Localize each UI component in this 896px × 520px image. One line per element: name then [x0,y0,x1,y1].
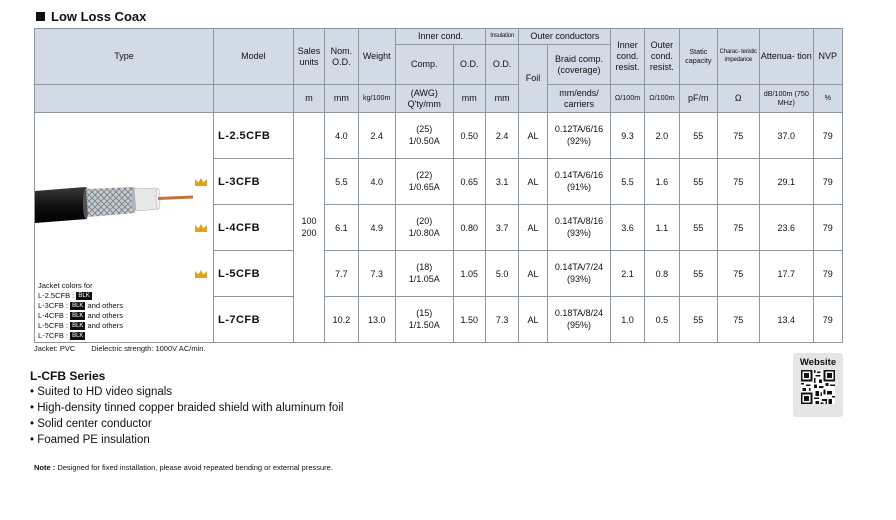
od-cell: 1.50 [453,297,485,343]
weight-cell: 13.0 [358,297,395,343]
foil-cell: AL [519,205,547,251]
unit-inner-resist: Ω/100m [611,85,644,113]
capacity-cell: 55 [680,113,717,159]
header-attenuation: Attenua- tion [759,29,813,85]
nom-od-cell: 5.5 [325,159,358,205]
inner-resist-cell: 9.3 [611,113,644,159]
model-cell: L-4CFB [213,205,293,251]
capacity-cell: 55 [680,297,717,343]
unit-capacity: pF/m [680,85,717,113]
header-od: O.D. [453,45,485,85]
jacket-material: Jacket: PVC [34,344,76,353]
header-nom-od: Nom. O.D. [325,29,358,85]
inner-resist-cell: 2.1 [611,251,644,297]
comp-cell: (20) 1/0.80A [395,205,453,251]
crown-icon [194,223,208,233]
header-weight: Weight [358,29,395,85]
nvp-cell: 79 [813,297,842,343]
model-cell: L-3CFB [213,159,293,205]
comp-cell: (25) 1/0.50A [395,113,453,159]
dielectric-strength: Dielectric strength: 1000V AC/min. [91,344,206,353]
header-insulation-od: O.D. [485,45,518,85]
note-text: Designed for fixed installation, please avoid repeated bending or external pressure. [55,463,333,472]
nom-od-cell: 7.7 [325,251,358,297]
nom-od-cell: 10.2 [325,297,358,343]
foil-cell: AL [519,297,547,343]
weight-cell: 4.9 [358,205,395,251]
insulation-od-cell: 5.0 [485,251,518,297]
note [34,463,333,472]
unit-insulation-od: mm [485,85,518,113]
unit-weight: kg/100m [358,85,395,113]
jacket-color-item: L-3CFB : BLK and others [38,301,123,310]
header-model: Model [213,29,293,85]
inner-resist-cell: 3.6 [611,205,644,251]
impedance-cell: 75 [717,205,759,251]
jacket-color-item: L-7CFB : BLK [38,331,84,340]
comp-cell: (15) 1/1.50A [395,297,453,343]
unit-braid: mm/ends/ carriers [547,85,611,113]
header-inner-cond: Inner cond. [395,29,485,45]
impedance-cell: 75 [717,251,759,297]
nom-od-cell: 6.1 [325,205,358,251]
model-cell: L-5CFB [213,251,293,297]
section-title-text: Low Loss Coax [51,9,147,24]
weight-cell: 7.3 [358,251,395,297]
jacket-colors [38,281,123,341]
header-outer-conductors: Outer conductors [519,29,611,45]
header-sales-units: Sales units [293,29,324,85]
outer-resist-cell: 0.8 [644,251,679,297]
coax-cable-image [35,183,215,223]
outer-resist-cell: 0.5 [644,297,679,343]
feature-list [30,384,343,448]
impedance-cell: 75 [717,297,759,343]
crown-icon [194,177,208,187]
od-cell: 0.50 [453,113,485,159]
comp-cell: (22) 1/0.65A [395,159,453,205]
nvp-cell: 79 [813,159,842,205]
crown-icon [194,269,208,279]
weight-cell: 2.4 [358,113,395,159]
weight-cell: 4.0 [358,159,395,205]
spec-table [34,28,843,343]
copper-conductor [158,196,193,201]
feature-item: • Foamed PE insulation [30,432,343,448]
jacket-color-item: L-5CFB : BLK and others [38,321,123,330]
website-qr-box[interactable] [793,353,843,417]
foil-cell: AL [519,113,547,159]
nvp-cell: 79 [813,251,842,297]
header-type: Type [35,29,214,85]
capacity-cell: 55 [680,251,717,297]
foil-cell: AL [519,251,547,297]
header-inner-resist: Inner cond. resist. [611,29,644,85]
jacket-color-item: L-2.5CFB : BLK [38,291,90,300]
insulation-od-cell: 3.1 [485,159,518,205]
outer-resist-cell: 2.0 [644,113,679,159]
insulation-od-cell: 7.3 [485,297,518,343]
inner-resist-cell: 1.0 [611,297,644,343]
model-cell: L-2.5CFB [213,113,293,159]
website-label: Website [799,357,837,368]
nom-od-cell: 4.0 [325,113,358,159]
jacket-colors-title: Jacket colors for [38,281,93,290]
unit-nvp: % [813,85,842,113]
unit-type [35,85,214,113]
attenuation-cell: 23.6 [759,205,813,251]
comp-cell: (18) 1/1.05A [395,251,453,297]
braid-cell: 0.12TA/6/16 (92%) [547,113,611,159]
feature-item: • Solid center conductor [30,416,343,432]
header-impedance: Charac- teristic impedance [717,29,759,85]
insulation-od-cell: 2.4 [485,113,518,159]
jacket-color-item: L-4CFB : BLK and others [38,311,123,320]
unit-sales: m [293,85,324,113]
header-foil: Foil [519,45,547,113]
header-insulation: Insulation [485,29,518,45]
od-cell: 0.80 [453,205,485,251]
unit-impedance: Ω [717,85,759,113]
header-static-capacity: Static capacity [680,29,717,85]
braid-cell: 0.14TA/8/16 (93%) [547,205,611,251]
braid-cell: 0.14TA/6/16 (91%) [547,159,611,205]
braid-cell: 0.18TA/8/24 (95%) [547,297,611,343]
unit-model [213,85,293,113]
attenuation-cell: 13.4 [759,297,813,343]
nvp-cell: 79 [813,113,842,159]
impedance-cell: 75 [717,159,759,205]
od-cell: 1.05 [453,251,485,297]
feature-item: • High-density tinned copper braided shield with aluminum foil [30,400,343,416]
impedance-cell: 75 [717,113,759,159]
outer-resist-cell: 1.6 [644,159,679,205]
section-title [36,9,146,24]
sales-units-cell: 100 200 [293,113,324,343]
attenuation-cell: 37.0 [759,113,813,159]
attenuation-cell: 17.7 [759,251,813,297]
foil-cell: AL [519,159,547,205]
attenuation-cell: 29.1 [759,159,813,205]
outer-resist-cell: 1.1 [644,205,679,251]
unit-nom-od: mm [325,85,358,113]
braid-cell: 0.14TA/7/24 (93%) [547,251,611,297]
insulation-od-cell: 3.7 [485,205,518,251]
header-comp: Comp. [395,45,453,85]
capacity-cell: 55 [680,205,717,251]
nvp-cell: 79 [813,205,842,251]
capacity-cell: 55 [680,159,717,205]
series-title: L-CFB Series [30,369,106,383]
model-cell: L-7CFB [213,297,293,343]
unit-od: mm [453,85,485,113]
square-bullet-icon [36,12,45,21]
header-nvp: NVP [813,29,842,85]
header-braid: Braid comp. (coverage) [547,45,611,85]
od-cell: 0.65 [453,159,485,205]
unit-attenuation: dB/100m (750 MHz) [759,85,813,113]
header-outer-resist: Outer cond. resist. [644,29,679,85]
inner-resist-cell: 5.5 [611,159,644,205]
type-image-cell [35,113,214,343]
note-label: Note : [34,463,56,472]
qr-code-icon[interactable] [801,370,835,404]
unit-comp: (AWG) Q'ty/mm [395,85,453,113]
feature-item: • Suited to HD video signals [30,384,343,400]
unit-outer-resist: Ω/100m [644,85,679,113]
table-footnote [34,344,205,353]
